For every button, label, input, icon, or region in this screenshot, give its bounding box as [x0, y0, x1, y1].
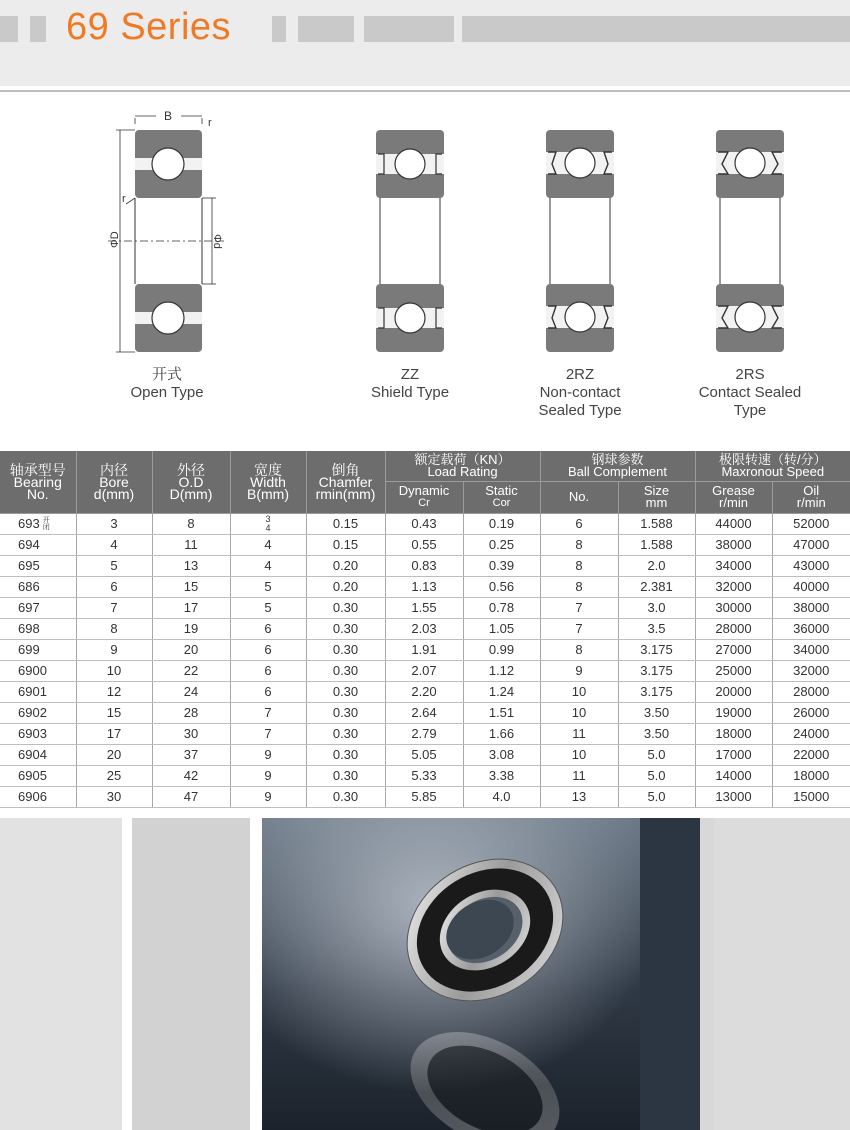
table-cell: 36000 [772, 618, 850, 639]
table-cell: 10 [540, 681, 618, 702]
table-cell: 26000 [772, 702, 850, 723]
page-header [0, 0, 850, 86]
table-cell: 5.85 [385, 786, 463, 807]
table-cell: 34000 [695, 555, 772, 576]
bearing-spec-table [0, 451, 850, 808]
table-cell: 694 [0, 534, 76, 555]
table-cell: 5 [230, 597, 306, 618]
table-cell: 0.55 [385, 534, 463, 555]
table-cell: 4 [230, 534, 306, 555]
table-cell: 32000 [772, 660, 850, 681]
table-cell: 20 [76, 744, 152, 765]
table-row [0, 555, 850, 576]
table-cell: 5 [230, 576, 306, 597]
header-bore: 内径 Bore d(mm) [76, 451, 152, 513]
table-cell: 28 [152, 702, 230, 723]
table-cell: 0.99 [463, 639, 540, 660]
table-cell: 17 [152, 597, 230, 618]
table-cell: 7 [540, 597, 618, 618]
table-cell: 699 [0, 639, 76, 660]
zz-caption: ZZ Shield Type [370, 366, 450, 401]
table-cell: 698 [0, 618, 76, 639]
header-bar-decor [30, 16, 46, 42]
table-cell: 6 [230, 681, 306, 702]
table-cell: 0.30 [306, 660, 385, 681]
table-cell: 6 [230, 639, 306, 660]
table-cell: 5.33 [385, 765, 463, 786]
table-cell: 6905 [0, 765, 76, 786]
table-cell: 11 [540, 723, 618, 744]
table-cell: 7 [230, 723, 306, 744]
header-od: 外径 O.D D(mm) [152, 451, 230, 513]
table-cell: 0.83 [385, 555, 463, 576]
table-cell: 7 [540, 618, 618, 639]
table-cell: 12 [76, 681, 152, 702]
table-cell: 43000 [772, 555, 850, 576]
outer-diameter-label: ΦD [109, 231, 121, 248]
header-divider [0, 90, 850, 92]
table-cell: 28000 [772, 681, 850, 702]
table-cell: 32000 [695, 576, 772, 597]
table-cell: 15 [76, 702, 152, 723]
header-grease: Grease r/min [695, 481, 772, 513]
photo-side-panel [700, 818, 714, 1130]
table-cell: 6906 [0, 786, 76, 807]
table-row [0, 723, 850, 744]
table-cell: 2.0 [618, 555, 695, 576]
table-cell: 25000 [695, 660, 772, 681]
table-cell: 25 [76, 765, 152, 786]
header-bar-decor [0, 16, 18, 42]
table-cell: 1.24 [463, 681, 540, 702]
table-cell: 2.07 [385, 660, 463, 681]
table-cell: 6901 [0, 681, 76, 702]
bearing-product-photo [262, 818, 700, 1130]
table-cell: 5.0 [618, 786, 695, 807]
table-cell: 0.43 [385, 513, 463, 534]
table-cell: 13 [152, 555, 230, 576]
table-cell: 3.175 [618, 681, 695, 702]
header-ball-no: No. [540, 481, 618, 513]
table-cell: 0.15 [306, 513, 385, 534]
table-row [0, 660, 850, 681]
table-cell: 2.03 [385, 618, 463, 639]
table-cell: 6 [76, 576, 152, 597]
table-cell: 6900 [0, 660, 76, 681]
table-cell: 0.30 [306, 681, 385, 702]
table-cell: 0.15 [306, 534, 385, 555]
table-cell: 11 [540, 765, 618, 786]
table-cell: 686 [0, 576, 76, 597]
header-chamfer: 倒角 Chamfer rmin(mm) [306, 451, 385, 513]
table-cell: 8 [540, 555, 618, 576]
table-cell: 47000 [772, 534, 850, 555]
open-type-bearing-diagram [106, 100, 226, 362]
table-cell: 1.51 [463, 702, 540, 723]
table-cell: 0.78 [463, 597, 540, 618]
table-cell: 19 [152, 618, 230, 639]
table-cell: 24000 [772, 723, 850, 744]
table-cell: 14000 [695, 765, 772, 786]
header-static: Static Cor [463, 481, 540, 513]
table-cell: 52000 [772, 513, 850, 534]
photo-side-panel [132, 818, 250, 1130]
table-cell: 6904 [0, 744, 76, 765]
table-cell: 0.30 [306, 765, 385, 786]
table-cell: 18000 [695, 723, 772, 744]
table-cell: 2.79 [385, 723, 463, 744]
header-bar-decor [364, 16, 454, 42]
table-cell: 4.0 [463, 786, 540, 807]
table-cell: 5 [76, 555, 152, 576]
chamfer-label-inner: r [122, 193, 126, 205]
table-cell: 7 [76, 597, 152, 618]
table-cell: 40000 [772, 576, 850, 597]
header-bearing-no: 轴承型号 Bearing No. [0, 451, 76, 513]
table-cell: 2.20 [385, 681, 463, 702]
header-max-speed: 极限转速（转/分） Maxronout Speed [695, 451, 850, 481]
table-cell: 42 [152, 765, 230, 786]
table-cell: 0.30 [306, 744, 385, 765]
table-cell: 3 4 [230, 513, 306, 534]
table-row [0, 681, 850, 702]
table-cell: 1.12 [463, 660, 540, 681]
table-cell: 1.91 [385, 639, 463, 660]
header-bar-decor [462, 16, 850, 42]
header-ball-size: Size mm [618, 481, 695, 513]
table-cell: 44000 [695, 513, 772, 534]
product-photo-area [0, 818, 850, 1130]
table-cell: 7 [230, 702, 306, 723]
table-cell: 0.30 [306, 786, 385, 807]
spec-table-body [0, 513, 850, 807]
table-cell: 8 [540, 534, 618, 555]
table-cell: 13 [540, 786, 618, 807]
table-cell: 28000 [695, 618, 772, 639]
2rz-caption: 2RZ Non-contact Sealed Type [538, 366, 622, 419]
table-cell: 13000 [695, 786, 772, 807]
table-cell: 0.39 [463, 555, 540, 576]
table-cell: 3.175 [618, 639, 695, 660]
table-cell: 8 [540, 576, 618, 597]
table-cell: 6 [230, 660, 306, 681]
table-cell: 5.0 [618, 765, 695, 786]
table-cell: 11 [152, 534, 230, 555]
table-cell: 6902 [0, 702, 76, 723]
table-cell: 6 [540, 513, 618, 534]
header-bar-decor [272, 16, 286, 42]
table-cell: 22 [152, 660, 230, 681]
table-cell: 3.50 [618, 723, 695, 744]
table-cell: 0.25 [463, 534, 540, 555]
table-cell: 0.19 [463, 513, 540, 534]
2rz-sealed-bearing-diagram [540, 100, 620, 362]
table-cell: 18000 [772, 765, 850, 786]
table-cell: 4 [76, 534, 152, 555]
table-cell: 38000 [772, 597, 850, 618]
table-cell: 38000 [695, 534, 772, 555]
bore-diameter-label: Φd [211, 234, 223, 249]
table-cell: 15000 [772, 786, 850, 807]
table-cell: 8 [76, 618, 152, 639]
zz-shield-bearing-diagram [370, 100, 450, 362]
table-cell: 0.56 [463, 576, 540, 597]
table-cell: 27000 [695, 639, 772, 660]
table-cell: 2.381 [618, 576, 695, 597]
table-row [0, 786, 850, 807]
table-cell: 1.05 [463, 618, 540, 639]
table-cell: 697 [0, 597, 76, 618]
table-cell: 6903 [0, 723, 76, 744]
table-cell: 1.55 [385, 597, 463, 618]
photo-side-panel [0, 818, 122, 1130]
header-load-rating: 额定载荷（KN） Load Rating [385, 451, 540, 481]
table-cell: 9 [230, 744, 306, 765]
header-oil: Oil r/min [772, 481, 850, 513]
table-cell: 1.588 [618, 534, 695, 555]
table-cell: 17 [76, 723, 152, 744]
table-cell: 9 [76, 639, 152, 660]
table-row [0, 639, 850, 660]
table-cell: 0.20 [306, 555, 385, 576]
header-ball-complement: 钢球参数 Ball Complement [540, 451, 695, 481]
table-cell: 1.13 [385, 576, 463, 597]
table-row [0, 597, 850, 618]
header-bar-decor [298, 16, 354, 42]
table-cell: 10 [540, 744, 618, 765]
table-cell: 0.20 [306, 576, 385, 597]
table-row [0, 513, 850, 534]
table-cell: 0.30 [306, 597, 385, 618]
table-cell: 15 [152, 576, 230, 597]
table-cell: 3.38 [463, 765, 540, 786]
table-cell: 695 [0, 555, 76, 576]
table-cell: 2.64 [385, 702, 463, 723]
table-cell: 22000 [772, 744, 850, 765]
table-row [0, 576, 850, 597]
table-row [0, 618, 850, 639]
table-cell: 1.588 [618, 513, 695, 534]
table-cell: 20000 [695, 681, 772, 702]
table-cell: 1.66 [463, 723, 540, 744]
table-cell: 3.0 [618, 597, 695, 618]
2rs-sealed-bearing-diagram [710, 100, 790, 362]
table-row [0, 765, 850, 786]
header-width: 宽度 Width B(mm) [230, 451, 306, 513]
table-cell: 5.0 [618, 744, 695, 765]
table-cell: 30 [76, 786, 152, 807]
table-cell: 3.08 [463, 744, 540, 765]
table-cell: 19000 [695, 702, 772, 723]
table-cell: 37 [152, 744, 230, 765]
table-cell: 20 [152, 639, 230, 660]
table-cell: 9 [230, 765, 306, 786]
width-label: B [163, 109, 173, 123]
header-dynamic: Dynamic Cr [385, 481, 463, 513]
table-cell: 0.30 [306, 639, 385, 660]
table-cell: 8 [152, 513, 230, 534]
table-cell: 5.05 [385, 744, 463, 765]
open-type-caption: 开式 Open Type [130, 366, 204, 401]
table-cell: 0.30 [306, 702, 385, 723]
table-cell: 10 [76, 660, 152, 681]
table-cell: 3 [76, 513, 152, 534]
table-cell: 34000 [772, 639, 850, 660]
table-cell: 9 [540, 660, 618, 681]
table-cell: 9 [230, 786, 306, 807]
page-title: 69 Series [66, 6, 232, 48]
table-cell: 693 开 闭 [0, 513, 76, 534]
table-row [0, 744, 850, 765]
table-cell: 0.30 [306, 618, 385, 639]
table-row [0, 702, 850, 723]
photo-side-panel [714, 818, 850, 1130]
table-cell: 6 [230, 618, 306, 639]
table-cell: 8 [540, 639, 618, 660]
table-cell: 3.5 [618, 618, 695, 639]
table-cell: 0.30 [306, 723, 385, 744]
chamfer-label: r [208, 117, 212, 129]
table-cell: 47 [152, 786, 230, 807]
table-cell: 30 [152, 723, 230, 744]
table-cell: 10 [540, 702, 618, 723]
table-cell: 4 [230, 555, 306, 576]
table-cell: 17000 [695, 744, 772, 765]
table-cell: 3.50 [618, 702, 695, 723]
table-row [0, 534, 850, 555]
2rs-caption: 2RS Contact Sealed Type [698, 366, 802, 419]
table-cell: 3.175 [618, 660, 695, 681]
table-cell: 24 [152, 681, 230, 702]
table-cell: 30000 [695, 597, 772, 618]
